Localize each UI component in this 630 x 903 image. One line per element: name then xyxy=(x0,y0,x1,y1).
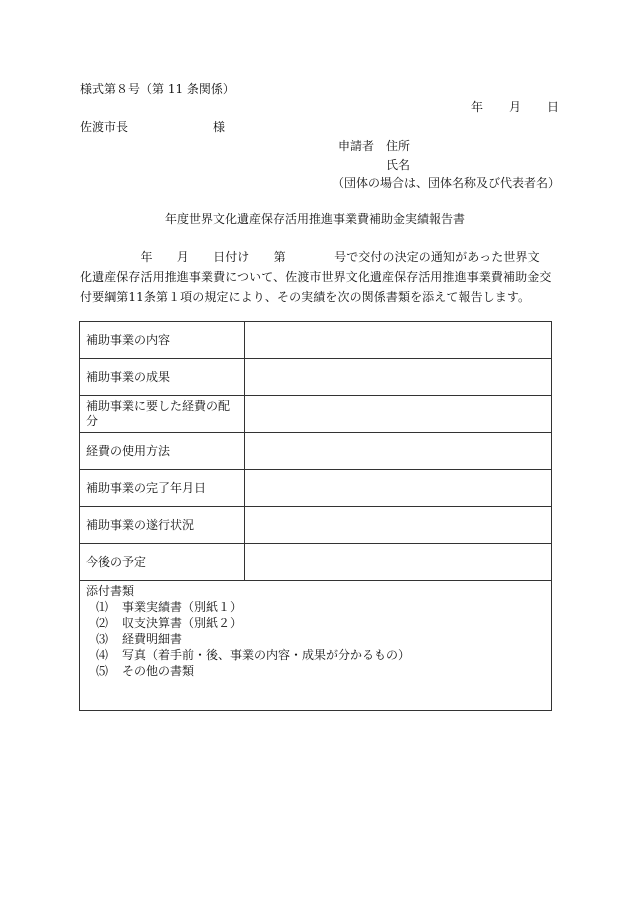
attachment-item xyxy=(86,599,545,615)
table-row xyxy=(80,322,552,359)
attachment-text: 写真（着手前・後、事業の内容・成果が分かるもの） xyxy=(122,648,411,662)
table-row xyxy=(80,507,552,544)
submission-date xyxy=(471,98,559,115)
addressee-name: 佐渡市長 xyxy=(80,120,129,134)
form-number: 様式第８号（第 11 条関係） xyxy=(80,82,235,96)
body-line-1: 年 月 日付け 第 号で交付の決定の通知があった世界文 xyxy=(80,250,540,264)
attachment-number: ⑵ xyxy=(96,616,109,630)
row-label: 補助事業の完了年月日 xyxy=(80,470,245,507)
applicant-name-label: 氏名 xyxy=(386,158,411,172)
addressee xyxy=(80,118,226,135)
row-value-field[interactable] xyxy=(245,359,552,396)
table-row xyxy=(80,433,552,470)
document-title: 年度世界文化遺産保存活用推進事業費補助金実績報告書 xyxy=(164,212,465,226)
attachments-row xyxy=(80,581,552,711)
row-label: 補助事業に要した経費の配分 xyxy=(80,396,245,433)
date-day: 日 xyxy=(547,100,560,114)
table-row xyxy=(80,359,552,396)
report-body-text xyxy=(80,247,560,307)
applicant-address-label: 申請者 住所 xyxy=(338,139,411,153)
row-value-field[interactable] xyxy=(245,470,552,507)
attachment-number: ⑸ xyxy=(96,664,109,678)
row-value-field[interactable] xyxy=(245,433,552,470)
row-label: 補助事業の内容 xyxy=(80,322,245,359)
row-label: 今後の予定 xyxy=(80,544,245,581)
attachment-item xyxy=(86,647,545,663)
attachment-text: 収支決算書（別紙２） xyxy=(122,616,243,630)
table-row xyxy=(80,470,552,507)
attachment-number: ⑷ xyxy=(96,648,109,662)
attachments-title: 添付書類 xyxy=(86,584,135,598)
attachment-item xyxy=(86,631,545,647)
body-line-2: 化遺産保存活用推進事業費について、佐渡市世界文化遺産保存活用推進事業費補助金交 xyxy=(80,270,552,284)
date-year: 年 xyxy=(471,100,484,114)
addressee-suffix: 様 xyxy=(213,120,226,134)
row-value-field[interactable] xyxy=(245,322,552,359)
row-label: 補助事業の成果 xyxy=(80,359,245,396)
attachments-cell xyxy=(80,581,552,711)
report-table xyxy=(79,321,552,711)
table-row xyxy=(80,544,552,581)
attachment-item xyxy=(86,663,545,679)
date-month: 月 xyxy=(509,100,522,114)
row-value-field[interactable] xyxy=(245,544,552,581)
body-line-3: 付要綱第11条第１項の規定により、その実績を次の関係書類を添えて報告します。 xyxy=(80,290,531,304)
row-value-field[interactable] xyxy=(245,396,552,433)
attachment-text: その他の書類 xyxy=(122,664,195,678)
attachment-number: ⑴ xyxy=(96,600,109,614)
group-note: （団体の場合は、団体名称及び代表者名） xyxy=(332,176,561,190)
attachment-item xyxy=(86,615,545,631)
row-label: 補助事業の遂行状況 xyxy=(80,507,245,544)
attachment-text: 事業実績書（別紙１） xyxy=(122,600,243,614)
attachment-number: ⑶ xyxy=(96,632,109,646)
row-value-field[interactable] xyxy=(245,507,552,544)
table-row xyxy=(80,396,552,433)
row-label: 経費の使用方法 xyxy=(80,433,245,470)
attachment-text: 経費明細書 xyxy=(122,632,183,646)
